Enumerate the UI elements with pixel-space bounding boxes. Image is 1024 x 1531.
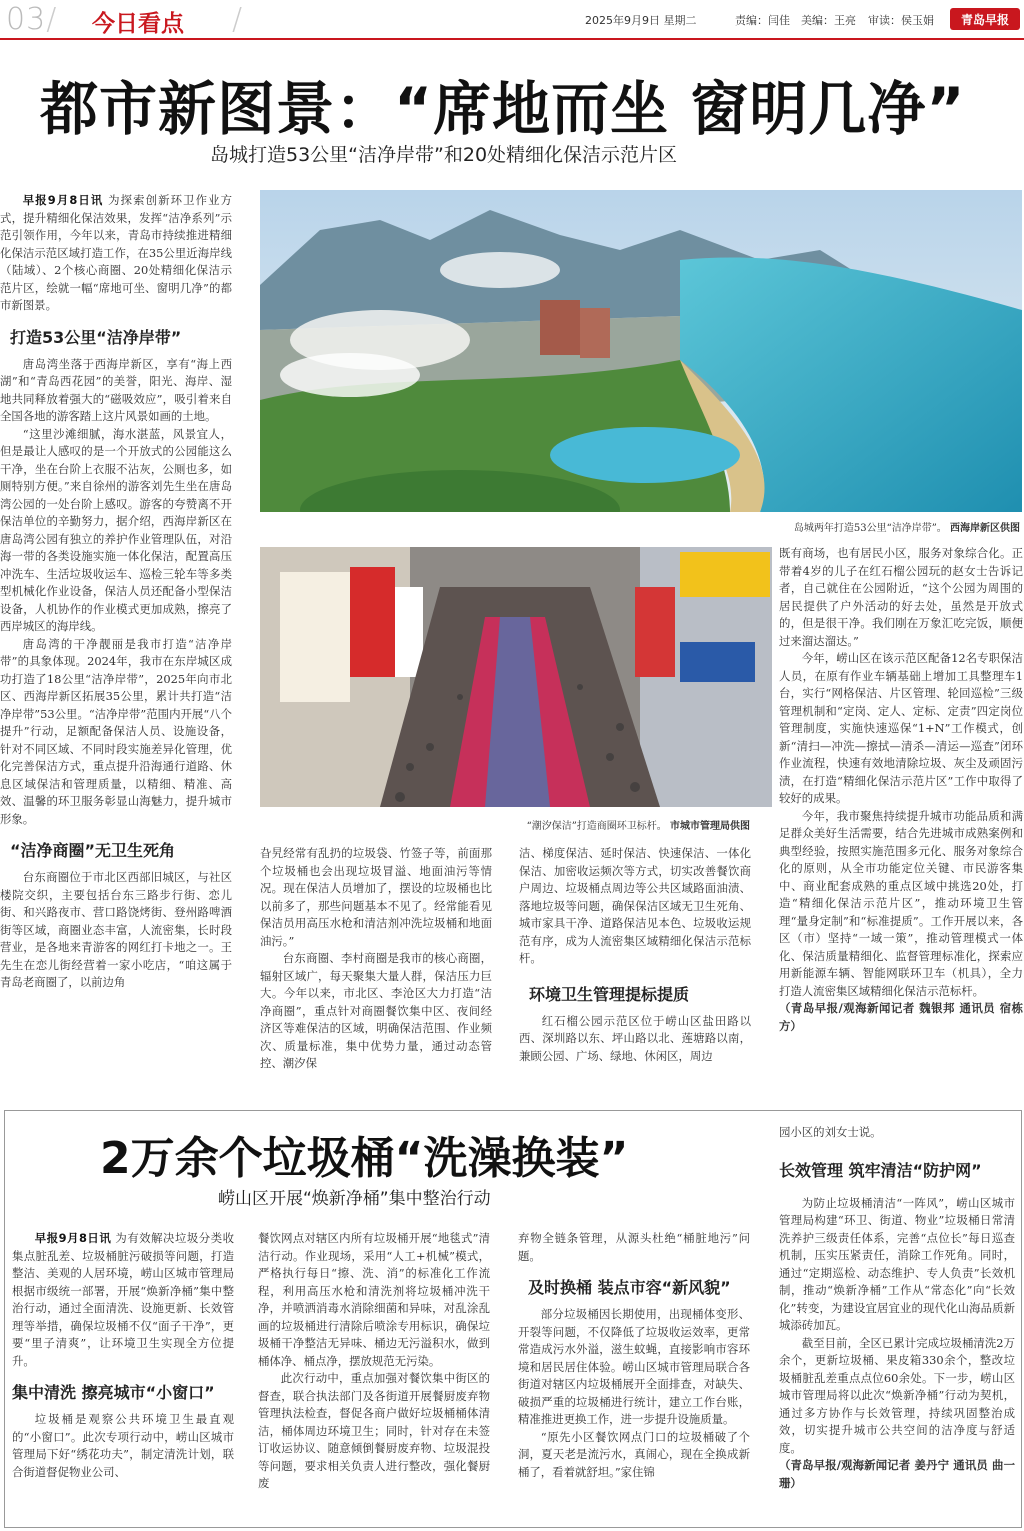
paragraph: 唐岛湾的干净靓丽是我市打造“洁净岸带”的具象体现。2024年，我市在东岸城区成功打造了18公里“洁净岸带”，2025年向市北区、西海岸新区拓展35公里，累计共打造“洁净岸带”53公里。“洁净岸带”范围内开展“八个提升”行动，足额配备保洁人员、设施设备，针对不同区域、不同时段实施差异化管理，优化完善保洁方式，重点提升沿海通行道路、休息区域保洁和管理质量，以精细、精准、高效、温馨的环卫服务彰显山海魅力，提升城市形象。 <box>0 636 232 826</box>
lead-tag: 早报9月8日讯 <box>34 1231 112 1245</box>
article2-column-2 <box>258 1230 490 1493</box>
paragraph: 今年，崂山区在该示范区配备12名专职保洁人员，在原有作业车辆基础上增加工具整理车1台，实行“网格保洁、片区管理、轮回巡检”三级管理机制和“定岗、定人、定标、定责”四定岗位管理制度，实施快速巡保“1+N”工作模式，创新“清扫—冲洗—擦拭—清杀—清运—巡查”闭环作业流程，快速有效地清除垃圾、灰尘及顽固污渍，在打造“精细化保洁示范片区”工作中取得了较好的成果。 <box>779 651 1023 805</box>
article1-column-2 <box>260 845 492 1073</box>
subhead-longterm: 长效管理 筑牢清洁“防护网” <box>779 1160 982 1180</box>
paragraph: 餐饮网点对辖区内所有垃圾桶开展“地毯式”清洁行动。作业现场，采用“人工+机械”模式，严格执行每日“擦、洗、消”的标准化工作流程，利用高压水枪和清洗剂将垃圾桶冲洗干净，并喷洒消毒水消除细菌和异味，对乱涂乱画的垃圾桶进行清除后喷涂专用标识，确保垃圾桶干净整洁无异味、桶边无污溢积水，做到桶体净、桶点净，摆放规范无污染。 <box>258 1231 490 1368</box>
page-number: 03/ <box>6 2 58 37</box>
proofreader-credit: 审读：侯玉娟 <box>868 14 934 27</box>
editor-credit: 责编：闫佳 <box>735 14 790 27</box>
divider-slash: / <box>232 2 243 37</box>
subhead-cleaning: 集中清洗 擦亮城市“小窗口” <box>12 1383 215 1402</box>
paragraph: 唐岛湾坐落于西海岸新区，享有“海上西湖”和“青岛西花园”的美誉，阳光、海岸、湿地共同释放着强大的“磁吸效应”，吸引着来自全国各地的游客踏上这片风景如画的土地。 <box>0 356 232 423</box>
paragraph: 旮旯经常有乱扔的垃圾袋、竹签子等，前面那个垃圾桶也会出现垃圾冒溢、地面油污等情况。现在保洁人员增加了，摆设的垃圾桶也比以前多了，那些问题基本不见了。经常能看见保洁员用高压水枪和清洁剂冲洗垃圾桶和地面油污。” <box>260 846 492 948</box>
subhead-clean-business: “洁净商圈”无卫生死角 <box>10 841 176 860</box>
article2-subhead: 崂山区开展“焕新净桶”集中整治行动 <box>218 1189 491 1209</box>
paragraph: 为防止垃圾桶清洁“一阵风”，崂山区城市管理局构建“环卫、街道、物业”垃圾桶日常清洗养护三级责任体系，完善“点位长”每日巡查机制，压实压紧责任，消除工作死角。同时，通过“定期巡检、动态维护、专人负责”长效机制，推动“焕新净桶”工作从“常态化”向“长效化”转变，为建设宜居宜业的现代化山海品质新城添砖加瓦。 <box>779 1195 1015 1332</box>
shopping-street-photo <box>260 547 772 807</box>
photo-caption-1: 岛城两年打造53公里“洁净岸带”。 西海岸新区供图 <box>793 523 1020 534</box>
designer-credit: 美编：王亮 <box>801 14 856 27</box>
paragraph: “这里沙滩细腻，海水湛蓝，风景宜人，但是最让人感叹的是一个开放式的公园能这么干净，坐在台阶上衣服不沾灰，公厕也多，如厕特别方便。”来自徐州的游客刘先生坐在唐岛湾公园的一处台阶上感叹。游客的夸赞离不开保洁单位的辛勤努力，据介绍，西海岸新区在唐岛湾公园有独立的养护作业管理队伍，对沿海一带的各类设施实施一体化保洁，配置高压冲洗车、生活垃圾收运车、巡检三轮车等多类型机械化作业设备，保洁人员还配备小型保洁设备，人机协作的作业模式更加成熟，擦亮了西岸城区的海岸线。 <box>0 426 232 633</box>
paragraph: 今年，我市聚焦持续提升城市功能品质和满足群众美好生活需要，结合先进城市成熟案例和典型经验，按照实施范围多元化、服务对象综合化的原则，从全市功能定位关键、市民游客集中、商业配套成熟的重点区域中挑选20处，打造“精细化保洁示范片区”，推动环境卫生管理“量身定制”和“标准提质”。工作开展以来，各区（市）坚持“一域一策”，推动管理模式一体化、保洁质量精细化、监督管理标准化，探索应用新能源车辆、智能网联环卫车（机具），全力打造人流密集区域精细化保洁示范标杆。 <box>779 808 1023 998</box>
paragraph: 红石榴公园示范区位于崂山区盐田路以西、深圳路以东、坪山路以北、莲塘路以南，兼顾公园、广场、绿地、休闲区，周边 <box>519 1013 751 1063</box>
subhead-clean-coast: 打造53公里“洁净岸带” <box>10 327 182 347</box>
main-subhead: 岛城打造53公里“洁净岸带”和20处精细化保洁示范片区 <box>210 144 678 166</box>
paragraph: “原先小区餐饮网点门口的垃圾桶破了个洞，夏天老是流污水，真闹心，现在全换成新桶了，看着就舒坦。”家住锦 <box>518 1429 750 1479</box>
lead-paragraph: 为有效解决垃圾分类收集点脏乱差、垃圾桶脏污破损等问题，打造整洁、美观的人居环境，崂山区城市管理局根据市级统一部署，开展“焕新净桶”集中整治行动，通过全面清洗、设施更新、长效管理等举措，确保垃圾桶不仅“面子干净”，更要“里子清爽”，让环境卫生实现全方位提升。 <box>12 1231 234 1368</box>
newspaper-logo: 青岛早报 <box>950 8 1020 30</box>
lead-paragraph: 为探索创新环卫作业方式，提升精细化保洁效果，发挥“洁净系列”示范引领作用，今年以来，青岛市持续推进精细化保洁示范区域打造工作，在35公里近海岸线（陆域）、2个核心商圈、20处精细化保洁示范片区，绘就一幅“席地可坐、窗明几净”的都市新图景。 <box>0 193 232 312</box>
issue-date: 2025年9月9日 星期二 <box>585 14 697 27</box>
paragraph: 弃物全链条管理，从源头杜绝“桶脏地污”问题。 <box>518 1231 750 1263</box>
article2-column-4 <box>779 1124 1015 1492</box>
lead-tag: 早报9月8日讯 <box>22 193 104 207</box>
photo-caption-2: “潮汐保洁”打造商圈环卫标杆。 市城市管理局供图 <box>526 821 750 832</box>
article1-column-3 <box>519 845 751 1065</box>
paragraph: 台东商圈、李村商圈是我市的核心商圈，辐射区域广，每天聚集大量人群，保洁压力巨大。今年以来，市北区、李沧区大力打造“洁净商圈”，重点针对商圈餐饮集中区、夜间经济区等难保洁的区域，明确保洁范围、作业频次、质量标准，集中优势力量，通过动态管控、潮汐保 <box>260 951 492 1070</box>
article2-column-1 <box>12 1230 234 1481</box>
coastline-aerial-photo <box>260 190 1022 512</box>
paragraph: 部分垃圾桶因长期使用，出现桶体变形、开裂等问题，不仅降低了垃圾收运效率，更常常造成污水外溢，滋生蚊蝇，直接影响市容环境和居民居住体验。崂山区城市管理局联合各街道对辖区内垃圾桶展开全面排查，对缺失、破损严重的垃圾桶进行统计，建立工作台账，精准推进更换工作，进一步提升设施质量。 <box>518 1307 750 1426</box>
article2-headline: 2万余个垃圾桶“洗澡换装” <box>100 1133 629 1184</box>
article1-column-4 <box>779 545 1023 1035</box>
paragraph: 既有商场，也有居民小区，服务对象综合化。正带着4岁的儿子在红石榴公园玩的赵女士告诉记者，自己就住在公园附近，“这个公园为周围的居民提供了户外活动的好去处，虽然是开放式的，但是很干净。我们刚在万象汇吃完饭，顺便过来溜达溜达。” <box>779 546 1023 648</box>
byline: （青岛早报/观海新闻记者 姜丹宁 通讯员 曲一珊） <box>779 1458 1015 1490</box>
subhead-replace: 及时换桶 装点市容“新风貌” <box>528 1278 731 1297</box>
byline: （青岛早报/观海新闻记者 魏银邦 通讯员 宿栋方） <box>779 1001 1023 1033</box>
subhead-upgrade: 环境卫生管理提标提质 <box>529 984 690 1004</box>
article1-column-1 <box>0 192 232 992</box>
main-headline: 都市新图景：“席地而坐 窗明几净” <box>40 75 966 143</box>
paragraph: 此次行动中，重点加强对餐饮集中街区的督查，联合执法部门及各街道开展餐厨废弃物管理执法检查，督促各商户做好垃圾桶桶体清洁，桶体周边环境卫生；同时，针对存在未签订收运协议、随意倾倒餐厨废弃物、垃圾混投等问题，要求相关负责人进行整改，强化餐厨废 <box>258 1371 490 1490</box>
paragraph: 洁、梯度保洁、延时保洁、快速保洁、一体化保洁、加密收运频次等方式，切实改善餐饮商户周边、垃圾桶点周边等公共区域路面油渍、落地垃圾等问题，确保保洁区域无卫生死角、城市家具干净、道路保洁见本色、垃圾收运规范有序，成为人流密集区域精细化保洁示范标杆。 <box>519 846 751 965</box>
article2-column-3 <box>518 1230 750 1481</box>
paragraph: 垃圾桶是观察公共环境卫生最直观的“小窗口”。此次专项行动中，崂山区城市管理局下好“绣花功夫”，制定清洗计划，联合街道督促物业公司、 <box>12 1412 234 1479</box>
section-title: 今日看点 <box>92 11 184 37</box>
paragraph: 截至目前，全区已累计完成垃圾桶清洗2万余个，更新垃圾桶、果皮箱330余个，整改垃圾桶脏乱差重点点位60余处。下一步，崂山区城市管理局将以此次“焕新净桶”行动为契机，通过多方协作与长效管理，持续巩固整治成效，切实提升城市公共空间的洁净度与舒适度。 <box>779 1335 1015 1455</box>
paragraph: 园小区的刘女士说。 <box>779 1125 882 1139</box>
paragraph: 台东商圈位于市北区西部旧城区，与社区楼院交织，主要包括台东三路步行街、恋儿街、和兴路夜市、营口路饶烤街、登州路啤酒街等区域，商圈业态丰富，人流密集，长时段营业，是各地来青游客的网红打卡地之一。王先生在恋儿街经营着一家小吃店，“咱这属于青岛老商圈了，以前边角 <box>0 870 232 989</box>
